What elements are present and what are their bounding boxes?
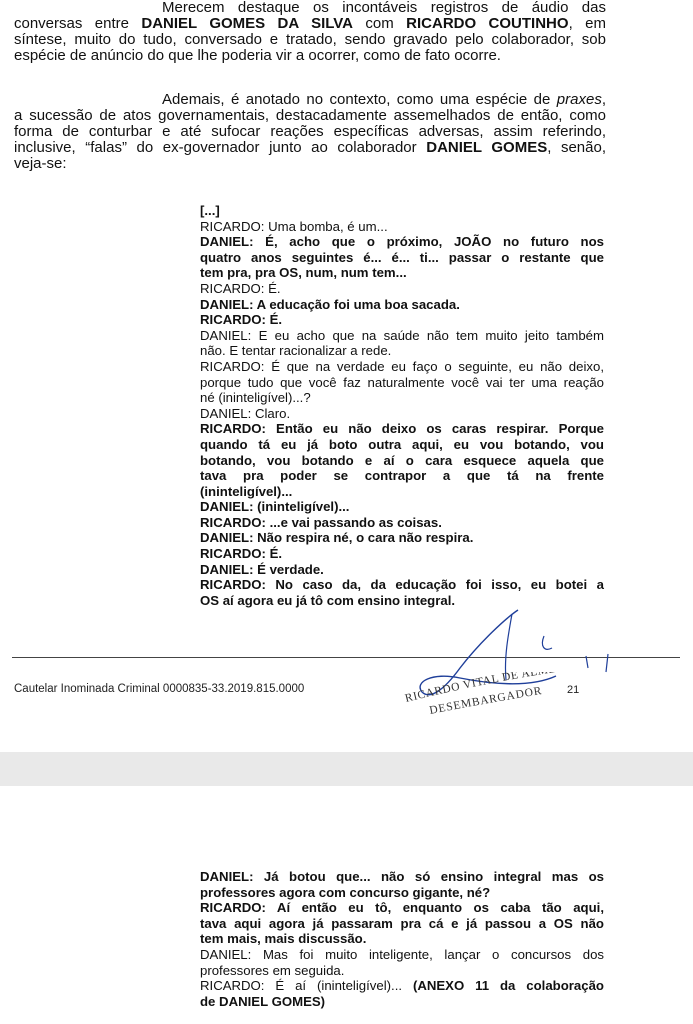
dialogue-line (200, 900, 604, 947)
dialogue-text: RICARDO: É. (200, 546, 283, 562)
dialogue-line (200, 328, 604, 359)
dialogue-text: porque tudo que você faz naturalmente você vai ter uma reação (200, 374, 604, 390)
quoted-dialogue-continued (200, 869, 604, 1009)
dialogue-text: DANIEL: Não respira né, o cara não respira. (200, 530, 474, 546)
dialogue-text: RICARDO: É. (200, 312, 283, 328)
dialogue-line (200, 515, 604, 531)
paragraph-line: síntese, muito do tudo, conversado e tratado, sendo gravado pelo colaborador, sob (14, 31, 606, 48)
paragraph-line: forma de conturbar e até sufocar reações específicas adversas, assim referindo, (14, 123, 606, 140)
dialogue-text: tem mais, mais discussão. (200, 931, 367, 947)
dialogue-line (200, 546, 604, 562)
paragraph-line: conversas entre DANIEL GOMES DA SILVA com RICARDO COUTINHO, em (14, 15, 606, 32)
dialogue-text: tava aqui agora já passaram pra cá e já passou a OS não (200, 915, 604, 931)
dialogue-text: DANIEL: E eu acho que na saúde não tem muito jeito também (200, 327, 604, 343)
dialogue-line (200, 947, 604, 978)
dialogue-text: DANIEL: É verdade. (200, 561, 324, 577)
dialogue-text: (ininteligível)... (200, 483, 293, 499)
dialogue-text: professores em seguida. (200, 962, 345, 978)
dialogue-text: RICARDO: É. (200, 280, 281, 296)
seal-title: DESEMBARGADOR (428, 685, 544, 717)
seal-name: RICARDO VITAL DE AL (403, 672, 539, 705)
dialogue-line (200, 312, 604, 328)
dialogue-text: né (ininteligível)...? (200, 390, 311, 406)
dialogue-text: DANIEL: É, acho que o próximo, JOÃO no futuro nos (200, 234, 604, 250)
dialogue-text: RICARDO: Uma bomba, é um... (200, 218, 388, 234)
dialogue-line (200, 281, 604, 297)
dialogue-text: tem pra, pra OS, num, num tem... (200, 265, 407, 281)
dialogue-text: RICARDO: No caso da, da educação foi isso, eu botei a (200, 577, 604, 593)
dialogue-line (200, 359, 604, 406)
paragraph-line: inclusive, “falas” do ex-governador junto ao colaborador DANIEL GOMES, senão, (14, 139, 606, 156)
quoted-dialogue (200, 203, 604, 608)
dialogue-line (200, 530, 604, 546)
dialogue-text: de DANIEL GOMES) (200, 993, 326, 1009)
paragraph-context (14, 92, 606, 172)
dialogue-text: DANIEL: A educação foi uma boa sacada. (200, 296, 460, 312)
paragraph-line: veja-se: (14, 155, 67, 172)
dialogue-text: quatro anos seguintes é... é... ti... passar o restante que (200, 249, 604, 265)
dialogue-text: RICARDO: Aí então eu tô, enquanto os caba tão aqui, (200, 900, 604, 916)
case-number: Cautelar Inominada Criminal 0000835-33.2019.815.0000 (14, 683, 305, 695)
dialogue-line (200, 978, 604, 1009)
dialogue-text: botando, vou botando e aí o cara esquece aquela que (200, 452, 604, 468)
dialogue-line (200, 562, 604, 578)
dialogue-text: RICARDO: É que na verdade eu faço o seguinte, eu não deixo, (200, 358, 604, 374)
dialogue-text: [...] (200, 203, 220, 218)
dialogue-line (200, 203, 604, 219)
dialogue-line (200, 219, 604, 235)
dialogue-text: RICARDO: ...e vai passando as coisas. (200, 514, 442, 530)
paragraph-line: espécie de anúncio do que lhe poderia vir a ocorrer, como de fato ocorre. (14, 47, 501, 64)
dialogue-text: DANIEL: Claro. (200, 405, 291, 421)
paragraph-line: Ademais, é anotado no contexto, como uma espécie de praxes, (162, 91, 606, 108)
page-number: 21 (567, 684, 580, 696)
dialogue-text: RICARDO: É aí (ininteligível)... (ANEXO 11 da colaboração (200, 978, 604, 994)
dialogue-text: DANIEL: Mas foi muito inteligente, lançar o concursos dos (200, 946, 604, 962)
dialogue-line (200, 421, 604, 499)
dialogue-text: não. E tentar racionalizar a rede. (200, 343, 392, 359)
dialogue-line (200, 234, 604, 281)
dialogue-line (200, 499, 604, 515)
dialogue-text: RICARDO: Então eu não deixo os caras respirar. Porque (200, 421, 604, 437)
dialogue-line (200, 869, 604, 900)
dialogue-text: professores agora com concurso gigante, né? (200, 884, 491, 900)
paragraph-line: a sucessão de atos governamentais, destacadamente assemelhados de então, como (14, 107, 606, 124)
document-page-2 (0, 786, 693, 1024)
dialogue-line (200, 297, 604, 313)
dialogue-text: quando tá eu já boto outra aqui, eu vou botando, vou (200, 436, 604, 452)
paragraph-audio-records (14, 0, 606, 64)
judge-seal (402, 672, 572, 722)
dialogue-text: DANIEL: (ininteligível)... (200, 499, 350, 515)
dialogue-text: tava pra poder se contrapor a que tá na frente (200, 468, 604, 484)
dialogue-line (200, 406, 604, 422)
paragraph-line: Merecem destaque os incontáveis registros de áudio das (162, 0, 606, 16)
dialogue-text: DANIEL: Já botou que... não só ensino integral mas os (200, 869, 604, 884)
dialogue-text: OS aí agora eu já tô com ensino integral. (200, 592, 456, 608)
